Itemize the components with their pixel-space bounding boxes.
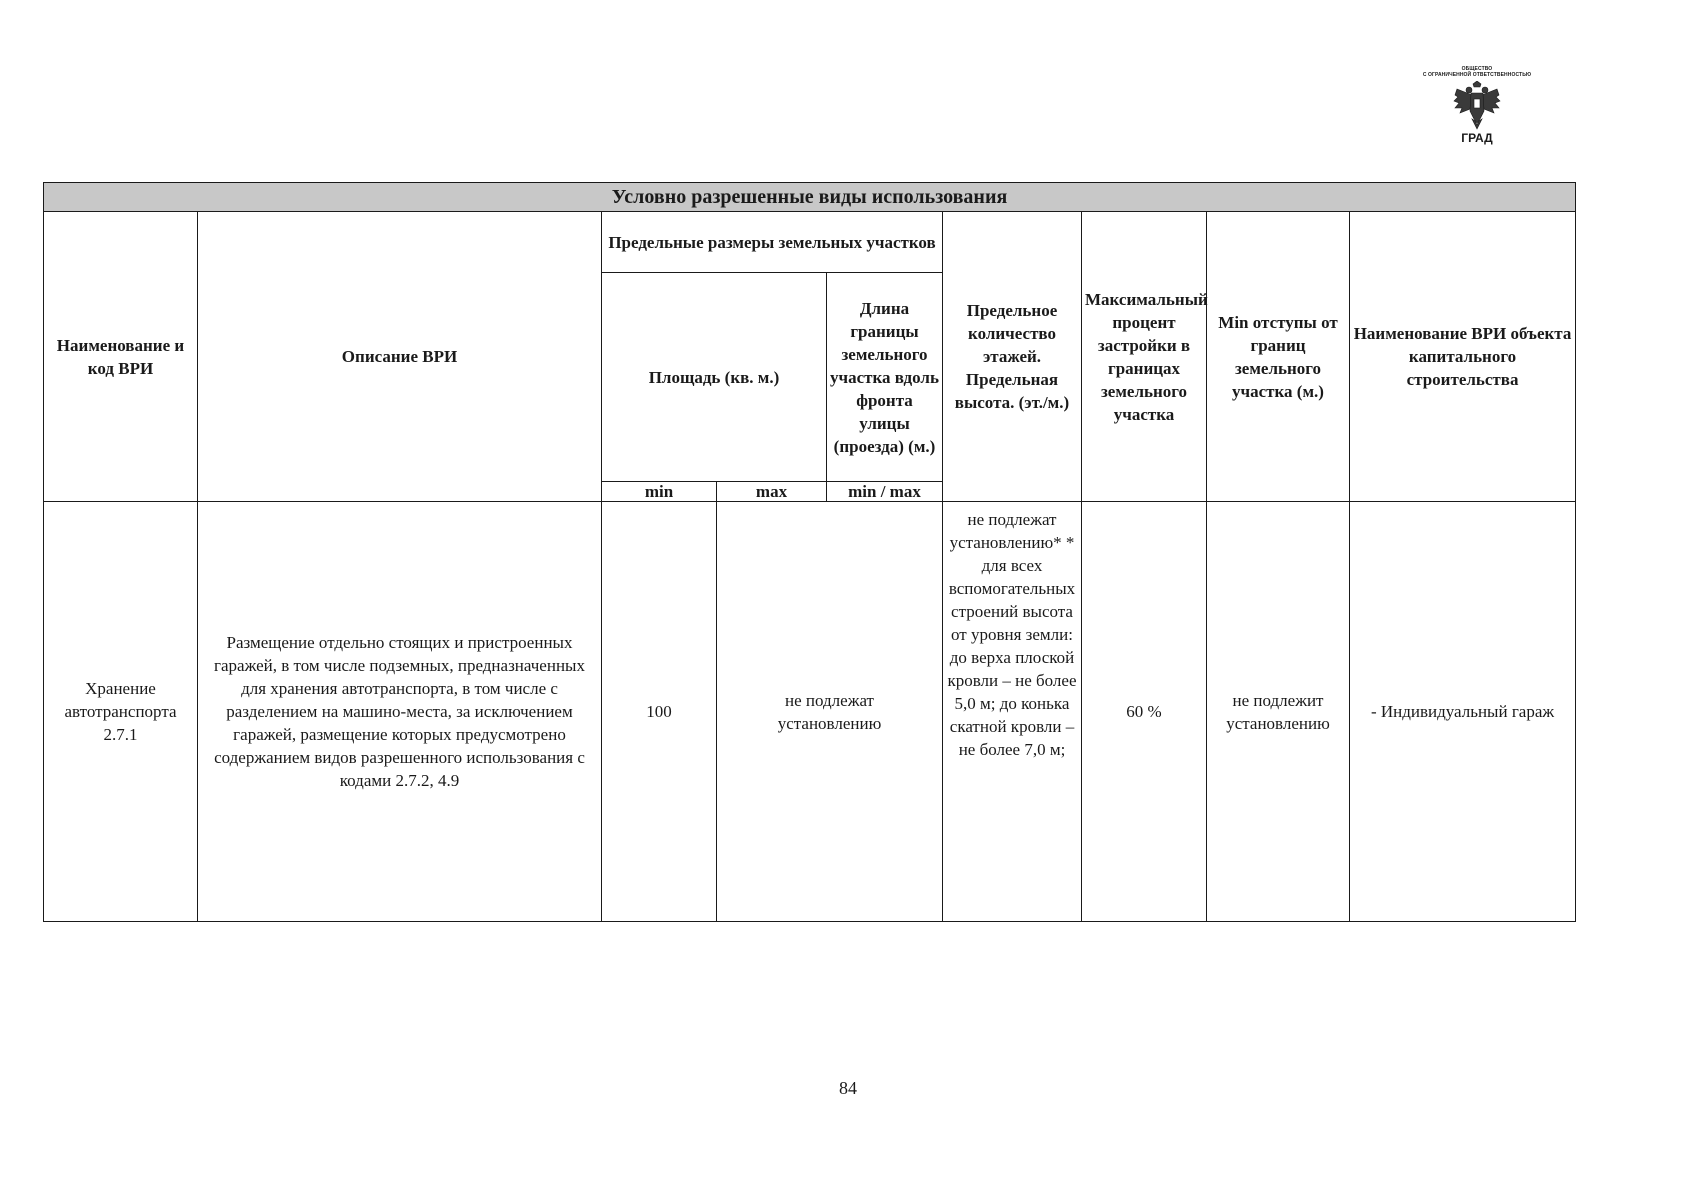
permitted-use-table: [43, 182, 1576, 922]
cell-setbacks: не подлежит установлению: [1207, 502, 1350, 922]
logo-caption-line2: С ОГРАНИЧЕННОЙ ОТВЕТСТВЕННОСТЬЮ: [1422, 72, 1532, 78]
cell-area-min: 100: [602, 502, 717, 922]
header-object-name: Наименование ВРИ объекта капитального строительства: [1350, 212, 1576, 502]
header-description: Описание ВРИ: [198, 212, 602, 502]
header-name-code: Наименование и код ВРИ: [44, 212, 198, 502]
header-area: Площадь (кв. м.): [602, 273, 827, 482]
cell-coverage: 60 %: [1082, 502, 1207, 922]
header-frontage: Длина границы земельного участка вдоль фронта улицы (проезда) (м.): [827, 273, 943, 482]
header-area-min: min: [602, 482, 717, 502]
header-coverage: Максимальный процент застройки в границах земельного участка: [1082, 212, 1207, 502]
cell-floors-container: [943, 502, 1082, 922]
double-headed-eagle-icon: [1452, 81, 1502, 131]
page-number: 84: [839, 1078, 857, 1098]
header-floors: Предельное количество этажей. Предельная высота. (эт./м.): [943, 212, 1082, 502]
cell-area-max-frontage: не подлежат установлению: [717, 502, 943, 922]
company-logo: [1392, 66, 1562, 156]
cell-name-code: Хранение автотранспорта 2.7.1: [44, 502, 198, 922]
header-setbacks: Min отступы от границ земельного участка (м.): [1207, 212, 1350, 502]
header-frontage-min-max: min / max: [827, 482, 943, 502]
cell-description: Размещение отдельно стоящих и пристроенных гаражей, в том числе подземных, предназначенных для хранения автотранспорта, в том числе с разделением на машино-места, за исключением гаражей, размещение которых предусмотрено содержанием видов разрешенного использования с кодами 2.7.2, 4.9: [198, 502, 602, 922]
table-row: [44, 502, 1576, 922]
header-plot-limits: Предельные размеры земельных участков: [602, 212, 943, 273]
cell-object-name: - Индивидуальный гараж: [1350, 502, 1576, 922]
logo-company-name: ГРАД: [1461, 131, 1493, 145]
logo-caption-line1: ОБЩЕСТВО: [1461, 66, 1493, 72]
header-area-max: max: [717, 482, 827, 502]
table-title: Условно разрешенные виды использования: [44, 183, 1576, 212]
cell-floors: не подлежат установлению* * для всех вспомогательных строений высота от уровня земли: до верха плоской кровли – не более 5,0 м; до конька скатной кровли – не более 7,0 м;: [947, 510, 1077, 759]
